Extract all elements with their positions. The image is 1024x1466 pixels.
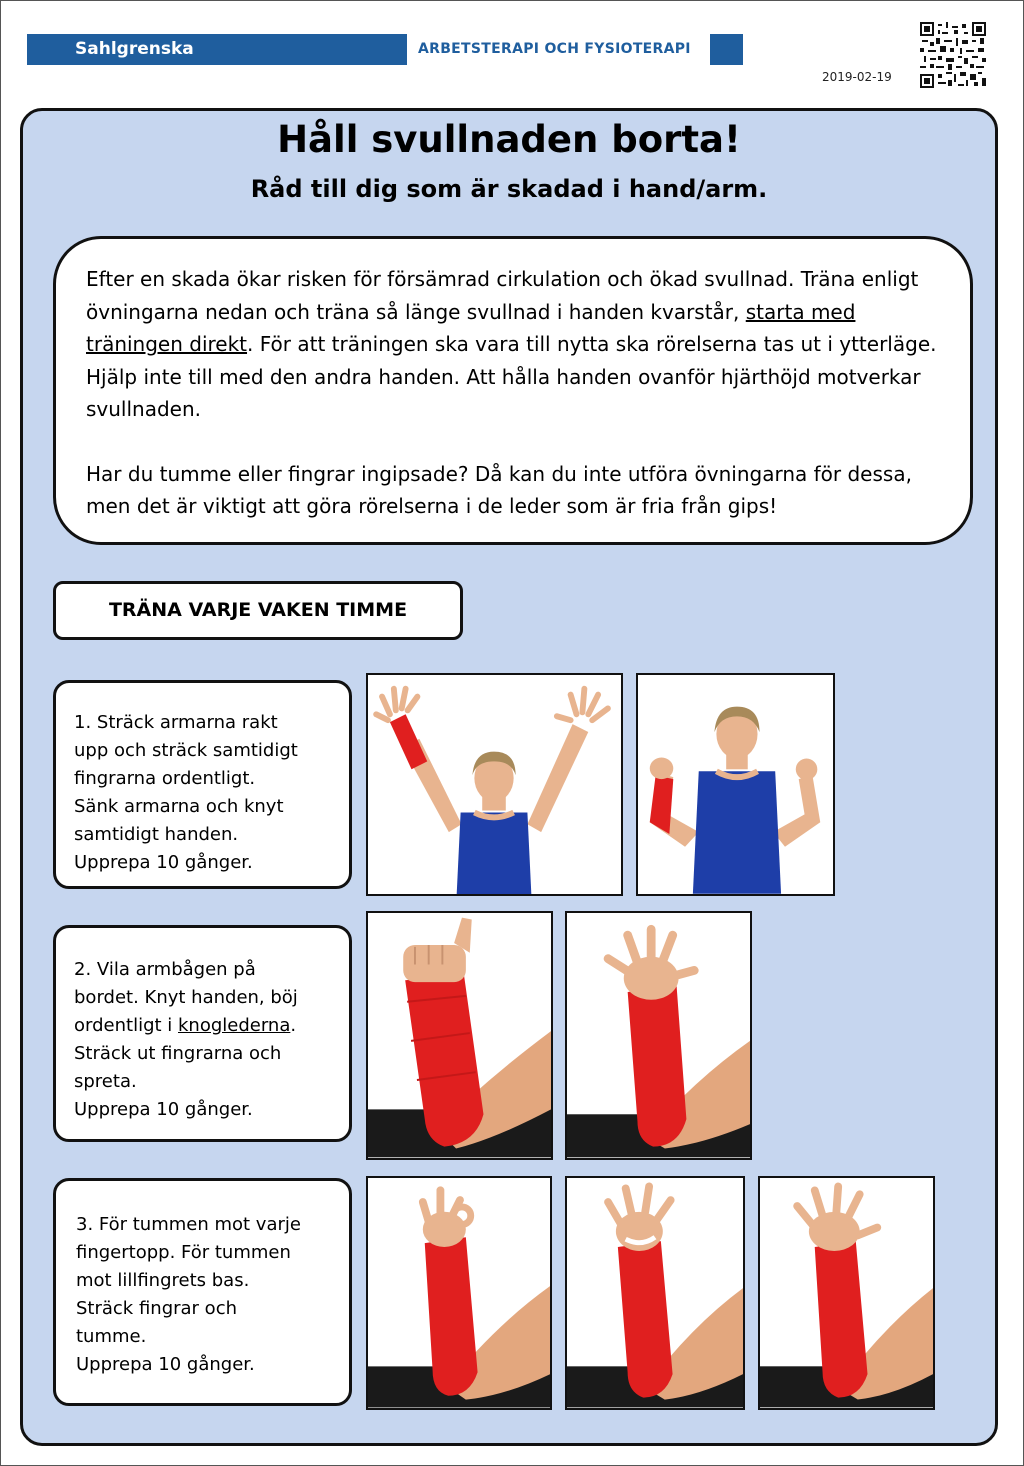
intro-p1-underlined: starta med träningen direkt — [86, 299, 856, 356]
exercise-2-line-1: 2. Vila armbågen på — [74, 959, 256, 980]
header-blue-square — [710, 34, 743, 65]
header-org-bar — [27, 34, 407, 90]
exercise-2-line-3-post: . — [290, 1015, 297, 1036]
exercise-1-line-6: Upprepa 10 gånger. — [74, 852, 253, 873]
exercise-3-photo-stretch-fingers — [758, 1176, 935, 1410]
exercise-1-line-2: upp och sträck samtidigt — [74, 740, 298, 761]
exercise-1-line-4: Sänk armarna och knyt — [74, 796, 284, 817]
exercise-2-text-box — [53, 925, 352, 1142]
exercise-2-photo-spread-fingers — [565, 911, 752, 1160]
exercise-2-line-4: Sträck ut fingrarna och — [74, 1043, 282, 1064]
exercise-1-line-1: 1. Sträck armarna rakt — [74, 712, 278, 733]
exercise-1-photo-fists — [636, 673, 835, 896]
header-department: ARBETSTERAPI OCH FYSIOTERAPI — [418, 41, 691, 57]
exercise-3-line-4: Sträck fingrar och — [76, 1298, 237, 1319]
exercise-3-line-1: 3. För tummen mot varje — [76, 1214, 301, 1235]
exercise-3-line-6: Upprepa 10 gånger. — [76, 1354, 255, 1375]
train-label-text: TRÄNA VARJE VAKEN TIMME — [108, 599, 408, 621]
exercise-2-line-5: spreta. — [74, 1071, 137, 1092]
exercise-2-line-3-pre: ordentligt i — [74, 1015, 178, 1036]
page-title: Håll svullnaden borta! — [277, 118, 741, 161]
exercise-2-line-2: bordet. Knyt handen, böj — [74, 987, 298, 1008]
exercise-1-text-box — [53, 680, 352, 889]
exercise-1-line-3: fingrarna ordentligt. — [74, 768, 256, 789]
exercise-3-photo-thumb-to-little-finger-base — [565, 1176, 745, 1410]
exercise-1-photo-arms-up — [366, 673, 623, 896]
exercise-2-line-3-underlined: knoglederna — [178, 1015, 291, 1036]
document-date: 2019-02-19 — [822, 70, 892, 84]
exercise-3-line-3: mot lillfingrets bas. — [76, 1270, 250, 1291]
intro-p1-part1: Efter en skada ökar risken för försämrad cirkulation och ökad svullnad. Träna enligt övningarna nedan och träna så länge svullnad i handen kvarstår, — [86, 267, 919, 324]
exercise-2-photo-fist — [366, 911, 553, 1160]
intro-p1-part2: . För att träningen ska vara till nytta ska rörelserna tas ut i ytterläge. Hjälp inte till med den andra handen. Att hålla handen ovanför hjärthöjd motverkar svullnaden. — [86, 332, 937, 421]
exercise-2-line-3 — [74, 1012, 349, 1040]
exercise-2-line-6: Upprepa 10 gånger. — [74, 1099, 253, 1120]
intro-text-box — [53, 236, 973, 545]
train-every-hour-label — [53, 581, 463, 640]
page-subtitle: Råd till dig som är skadad i hand/arm. — [250, 175, 768, 203]
exercise-3-line-5: tumme. — [76, 1326, 147, 1347]
exercise-1-line-5: samtidigt handen. — [74, 824, 239, 845]
exercise-3-text-box — [53, 1178, 352, 1406]
intro-paragraph-2: Har du tumme eller fingrar ingipsade? Då kan du inte utföra övningarna för dessa, men det är viktigt att göra rörelserna i de leder som är fria från gips! — [86, 461, 912, 518]
qr-code-icon — [920, 22, 986, 88]
header-org: Sahlgrenska Universitetssjukhuset — [75, 39, 285, 90]
exercise-3-line-2: fingertopp. För tummen — [76, 1242, 291, 1263]
intro-paragraph-1 — [86, 263, 942, 426]
exercise-3-photo-thumb-to-fingertip — [366, 1176, 552, 1410]
